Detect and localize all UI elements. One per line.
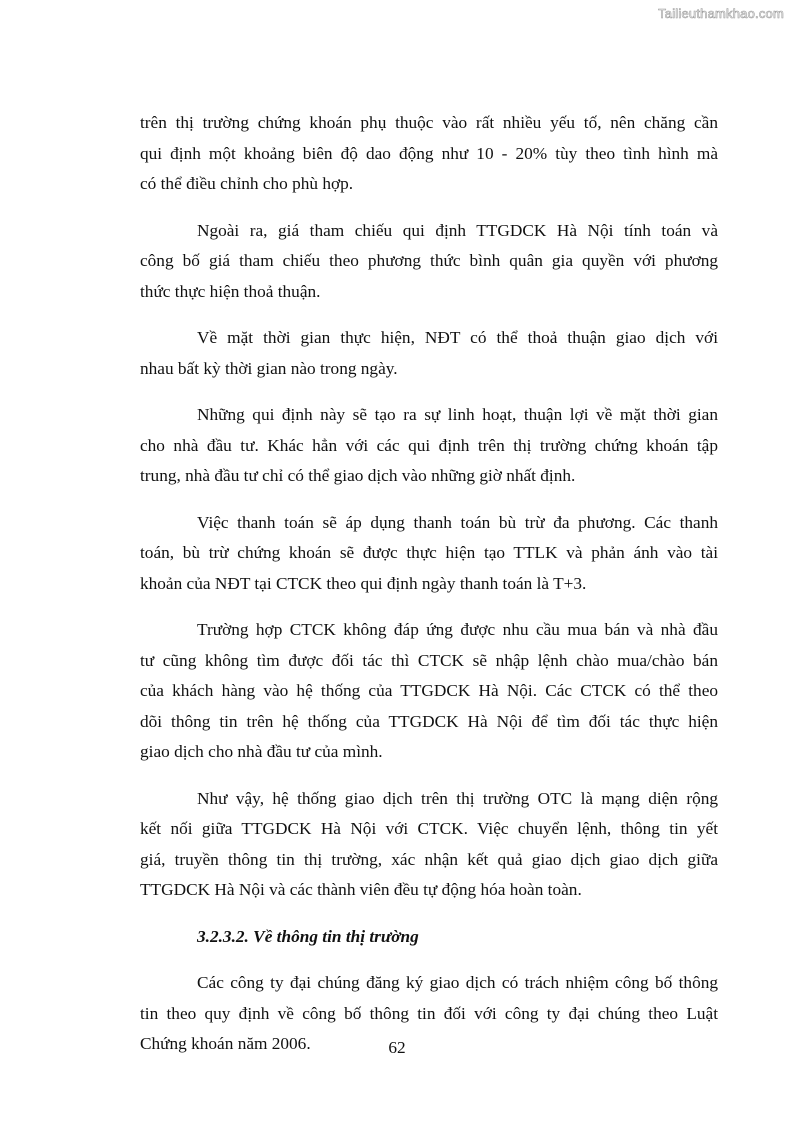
text-line: kết nối giữa TTGDCK Hà Nội với CTCK. Việc chuyển lệnh, thông tin yết — [140, 819, 718, 838]
text-line: giao dịch cho nhà đầu tư của mình. — [140, 742, 383, 761]
paragraph — [140, 400, 718, 492]
text-line: trung, nhà đầu tư chỉ có thể giao dịch vào những giờ nhất định. — [140, 466, 576, 485]
text-line: thức thực hiện thoả thuận. — [140, 281, 321, 301]
body-paragraphs — [140, 108, 718, 906]
paragraph — [140, 216, 718, 308]
text-line: của khách hàng vào hệ thống của TTGDCK Hà Nội. Các CTCK có thể theo — [140, 681, 718, 700]
text-line: Như vậy, hệ thống giao dịch trên thị trường OTC là mạng diện rộng — [197, 788, 718, 808]
text-line: toán, bù trừ chứng khoán sẽ được thực hiện tạo TTLK và phản ánh vào tài — [140, 543, 718, 562]
text-line: Những qui định này sẽ tạo ra sự linh hoạt, thuận lợi về mặt thời gian — [197, 405, 718, 424]
text-line: cho nhà đầu tư. Khác hẳn với các qui định trên thị trường chứng khoán tập — [140, 435, 718, 455]
paragraph — [140, 508, 718, 600]
text-line: TTGDCK Hà Nội và các thành viên đều tự động hóa hoàn toàn. — [140, 880, 582, 899]
text-line: tư cũng không tìm được đối tác thì CTCK sẽ nhập lệnh chào mua/chào bán — [140, 650, 718, 670]
paragraph — [140, 323, 718, 384]
text-line: Về mặt thời gian thực hiện, NĐT có thể thoả thuận giao dịch với — [197, 328, 718, 347]
text-line: công bố giá tham chiếu theo phương thức bình quân gia quyền với phương — [140, 251, 718, 270]
text-line: tin theo quy định về công bố thông tin đối với công ty đại chúng theo Luật — [140, 1003, 718, 1023]
text-line: trên thị trường chứng khoán phụ thuộc vào rất nhiều yếu tố, nên chăng cần — [140, 113, 718, 132]
paragraph — [140, 108, 718, 200]
text-line: qui định một khoảng biên độ dao động như 10 - 20% tùy theo tình hình mà — [140, 143, 718, 163]
section-heading: 3.2.3.2. Về thông tin thị trường — [197, 926, 419, 946]
text-line: có thể điều chỉnh cho phù hợp. — [140, 174, 354, 193]
page-number: 62 — [388, 1038, 406, 1057]
watermark: Tailieuthamkhao.com — [658, 6, 784, 21]
document-page — [140, 108, 718, 1076]
text-line: nhau bất kỳ thời gian nào trong ngày. — [140, 358, 398, 378]
text-line: Ngoài ra, giá tham chiếu qui định TTGDCK Hà Nội tính toán và — [197, 220, 718, 240]
text-line: khoản của NĐT tại CTCK theo qui định ngày thanh toán là T+3. — [140, 573, 587, 593]
text-line: dõi thông tin trên hệ thống của TTGDCK Hà Nội để tìm đối tác thực hiện — [140, 711, 718, 731]
paragraph — [140, 784, 718, 906]
text-line: Các công ty đại chúng đăng ký giao dịch có trách nhiệm công bố thông — [197, 973, 718, 992]
text-line: giá, truyền thông tin thị trường, xác nhận kết quả giao dịch giao dịch giữa — [140, 849, 718, 869]
paragraph — [140, 615, 718, 768]
text-line: Trường hợp CTCK không đáp ứng được nhu cầu mua bán và nhà đầu — [197, 620, 718, 639]
text-line: Chứng khoán năm 2006. — [140, 1034, 311, 1053]
text-line: Việc thanh toán sẽ áp dụng thanh toán bù trừ đa phương. Các thanh — [197, 512, 718, 532]
